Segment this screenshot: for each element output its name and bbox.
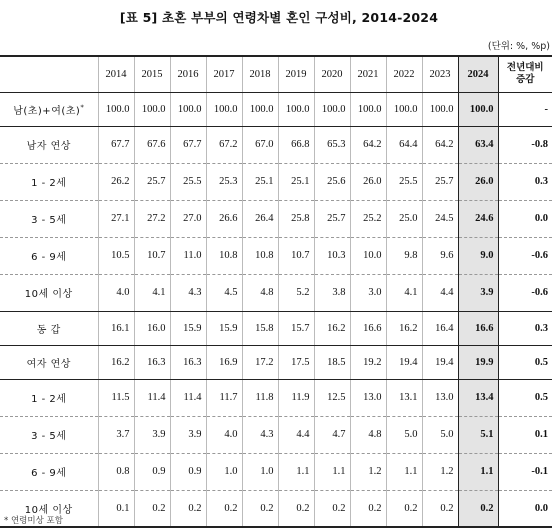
row-label <box>0 345 98 379</box>
cell-value: 100.0 <box>422 92 458 126</box>
row-label <box>0 237 98 274</box>
cell-value: 11.7 <box>206 379 242 416</box>
cell-value: 16.3 <box>134 345 170 379</box>
header-year: 2016 <box>170 56 206 92</box>
cell-current-year: 63.4 <box>458 126 498 163</box>
row-label-text: 여자 연상 <box>26 358 71 370</box>
cell-value: 15.9 <box>170 311 206 345</box>
header-change-line1: 전년대비 <box>506 62 544 74</box>
row-label-text: 3 - 5세 <box>31 431 67 442</box>
cell-change: -0.6 <box>498 237 552 274</box>
cell-change: 0.3 <box>498 163 552 200</box>
cell-value: 1.2 <box>422 453 458 490</box>
cell-value: 16.6 <box>350 311 386 345</box>
cell-value: 17.2 <box>242 345 278 379</box>
header-year: 2017 <box>206 56 242 92</box>
cell-current-year: 26.0 <box>458 163 498 200</box>
cell-value: 65.3 <box>314 126 350 163</box>
unit-note: (단위: %, %p) <box>487 41 550 52</box>
cell-value: 9.8 <box>386 237 422 274</box>
cell-value: 11.8 <box>242 379 278 416</box>
cell-value: 1.1 <box>314 453 350 490</box>
cell-value: 4.3 <box>170 274 206 311</box>
cell-value: 100.0 <box>242 92 278 126</box>
cell-value: 0.2 <box>386 490 422 527</box>
cell-value: 100.0 <box>134 92 170 126</box>
cell-value: 11.5 <box>98 379 134 416</box>
cell-value: 11.4 <box>170 379 206 416</box>
cell-value: 4.1 <box>134 274 170 311</box>
cell-value: 1.0 <box>206 453 242 490</box>
cell-change: 0.0 <box>498 200 552 237</box>
cell-value: 11.9 <box>278 379 314 416</box>
header-change <box>498 56 552 92</box>
cell-current-year: 9.0 <box>458 237 498 274</box>
row-label-text: 남자 연상 <box>26 141 71 152</box>
cell-value: 16.1 <box>98 311 134 345</box>
cell-value: 15.9 <box>206 311 242 345</box>
cell-value: 67.2 <box>206 126 242 163</box>
cell-value: 18.5 <box>314 345 350 379</box>
cell-change: -0.1 <box>498 453 552 490</box>
cell-value: 25.7 <box>314 200 350 237</box>
cell-value: 25.3 <box>206 163 242 200</box>
cell-change: 0.5 <box>498 379 552 416</box>
table-row <box>0 453 552 490</box>
cell-current-year: 1.1 <box>458 453 498 490</box>
row-label-text: 1 - 2세 <box>31 178 67 189</box>
cell-value: 3.8 <box>314 274 350 311</box>
cell-value: 0.2 <box>350 490 386 527</box>
row-label <box>0 416 98 453</box>
cell-value: 15.7 <box>278 311 314 345</box>
table-row <box>0 237 552 274</box>
cell-value: 100.0 <box>278 92 314 126</box>
cell-value: 100.0 <box>386 92 422 126</box>
cell-value: 4.1 <box>386 274 422 311</box>
cell-current-year: 5.1 <box>458 416 498 453</box>
header-year: 2018 <box>242 56 278 92</box>
cell-value: 4.7 <box>314 416 350 453</box>
cell-value: 11.4 <box>134 379 170 416</box>
header-year: 2014 <box>98 56 134 92</box>
cell-value: 0.8 <box>98 453 134 490</box>
cell-current-year: 16.6 <box>458 311 498 345</box>
row-label <box>0 163 98 200</box>
row-label <box>0 92 98 126</box>
cell-value: 0.2 <box>134 490 170 527</box>
header-row <box>0 56 552 92</box>
row-label <box>0 311 98 345</box>
row-label-text: 6 - 9세 <box>31 468 67 479</box>
cell-value: 27.2 <box>134 200 170 237</box>
cell-value: 67.7 <box>98 126 134 163</box>
cell-value: 26.6 <box>206 200 242 237</box>
cell-value: 1.1 <box>278 453 314 490</box>
cell-value: 10.3 <box>314 237 350 274</box>
cell-value: 64.2 <box>350 126 386 163</box>
cell-value: 100.0 <box>206 92 242 126</box>
cell-value: 5.0 <box>422 416 458 453</box>
cell-current-year: 100.0 <box>458 92 498 126</box>
cell-value: 25.8 <box>278 200 314 237</box>
cell-value: 19.4 <box>422 345 458 379</box>
row-label-text: 3 - 5세 <box>31 215 67 226</box>
cell-value: 15.8 <box>242 311 278 345</box>
table-row <box>0 92 552 126</box>
cell-value: 13.1 <box>386 379 422 416</box>
table-title: [표 5] 초혼 부부의 연령차별 혼인 구성비, 2014-2024 <box>119 10 439 25</box>
cell-value: 0.2 <box>170 490 206 527</box>
cell-value: 10.7 <box>278 237 314 274</box>
table-row <box>0 490 552 527</box>
cell-change: - <box>498 92 552 126</box>
cell-value: 4.0 <box>98 274 134 311</box>
table-body <box>0 92 552 527</box>
header-year: 2020 <box>314 56 350 92</box>
cell-value: 10.8 <box>206 237 242 274</box>
cell-change: 0.0 <box>498 490 552 527</box>
footnote-marker: * <box>80 103 85 112</box>
cell-value: 1.1 <box>386 453 422 490</box>
cell-value: 1.2 <box>350 453 386 490</box>
cell-value: 10.0 <box>350 237 386 274</box>
cell-value: 13.0 <box>350 379 386 416</box>
cell-value: 4.4 <box>278 416 314 453</box>
cell-value: 0.2 <box>242 490 278 527</box>
cell-current-year: 13.4 <box>458 379 498 416</box>
cell-current-year: 0.2 <box>458 490 498 527</box>
cell-value: 67.0 <box>242 126 278 163</box>
cell-change: -0.8 <box>498 126 552 163</box>
table-row <box>0 200 552 237</box>
cell-value: 25.5 <box>170 163 206 200</box>
cell-value: 9.6 <box>422 237 458 274</box>
cell-current-year: 19.9 <box>458 345 498 379</box>
cell-change: 0.3 <box>498 311 552 345</box>
cell-value: 16.3 <box>170 345 206 379</box>
cell-value: 25.0 <box>386 200 422 237</box>
cell-value: 25.7 <box>422 163 458 200</box>
table-row <box>0 163 552 200</box>
header-year: 2021 <box>350 56 386 92</box>
header-year: 2019 <box>278 56 314 92</box>
cell-value: 4.0 <box>206 416 242 453</box>
cell-value: 67.7 <box>170 126 206 163</box>
cell-value: 3.7 <box>98 416 134 453</box>
cell-value: 16.4 <box>422 311 458 345</box>
cell-value: 0.2 <box>206 490 242 527</box>
table-row <box>0 274 552 311</box>
cell-value: 64.2 <box>422 126 458 163</box>
cell-value: 0.2 <box>278 490 314 527</box>
cell-current-year: 24.6 <box>458 200 498 237</box>
row-label <box>0 200 98 237</box>
table-row <box>0 379 552 416</box>
row-label-text: 10세 이상 <box>24 289 73 300</box>
table-row <box>0 416 552 453</box>
header-year: 2015 <box>134 56 170 92</box>
cell-value: 0.2 <box>314 490 350 527</box>
cell-value: 10.7 <box>134 237 170 274</box>
cell-value: 66.8 <box>278 126 314 163</box>
header-current-year: 2024 <box>458 56 498 92</box>
cell-value: 25.1 <box>242 163 278 200</box>
cell-value: 24.5 <box>422 200 458 237</box>
cell-value: 25.2 <box>350 200 386 237</box>
cell-value: 100.0 <box>98 92 134 126</box>
cell-value: 64.4 <box>386 126 422 163</box>
cell-value: 1.0 <box>242 453 278 490</box>
cell-value: 11.0 <box>170 237 206 274</box>
cell-value: 4.8 <box>242 274 278 311</box>
cell-value: 4.4 <box>422 274 458 311</box>
cell-value: 16.2 <box>98 345 134 379</box>
cell-value: 100.0 <box>350 92 386 126</box>
cell-value: 4.5 <box>206 274 242 311</box>
cell-value: 26.2 <box>98 163 134 200</box>
footnote: * 연령미상 포함 <box>4 516 63 526</box>
table-row <box>0 345 552 379</box>
cell-value: 0.9 <box>134 453 170 490</box>
cell-value: 16.2 <box>386 311 422 345</box>
cell-value: 12.5 <box>314 379 350 416</box>
row-label <box>0 379 98 416</box>
cell-value: 19.4 <box>386 345 422 379</box>
cell-value: 26.0 <box>350 163 386 200</box>
cell-value: 16.9 <box>206 345 242 379</box>
cell-current-year: 3.9 <box>458 274 498 311</box>
cell-value: 16.0 <box>134 311 170 345</box>
row-label-text: 동 갑 <box>36 324 61 336</box>
row-label <box>0 453 98 490</box>
cell-change: -0.6 <box>498 274 552 311</box>
cell-value: 4.3 <box>242 416 278 453</box>
cell-value: 19.2 <box>350 345 386 379</box>
cell-value: 100.0 <box>314 92 350 126</box>
age-difference-table <box>0 55 552 528</box>
cell-value: 5.0 <box>386 416 422 453</box>
row-label-text: 1 - 2세 <box>31 394 67 405</box>
cell-value: 25.5 <box>386 163 422 200</box>
cell-value: 27.0 <box>170 200 206 237</box>
cell-change: 0.1 <box>498 416 552 453</box>
cell-value: 13.0 <box>422 379 458 416</box>
cell-value: 27.1 <box>98 200 134 237</box>
header-year: 2022 <box>386 56 422 92</box>
cell-value: 10.8 <box>242 237 278 274</box>
cell-value: 17.5 <box>278 345 314 379</box>
cell-value: 0.2 <box>422 490 458 527</box>
cell-value: 25.6 <box>314 163 350 200</box>
cell-value: 0.9 <box>170 453 206 490</box>
cell-value: 4.8 <box>350 416 386 453</box>
row-label <box>0 126 98 163</box>
cell-value: 26.4 <box>242 200 278 237</box>
row-label-text: 남(초)+여(초) <box>13 105 81 117</box>
row-label-text: 10세 이상 <box>24 504 73 516</box>
cell-value: 3.9 <box>134 416 170 453</box>
cell-value: 67.6 <box>134 126 170 163</box>
cell-value: 10.5 <box>98 237 134 274</box>
header-change-line2: 증감 <box>516 74 535 86</box>
header-year: 2023 <box>422 56 458 92</box>
cell-value: 100.0 <box>170 92 206 126</box>
cell-change: 0.5 <box>498 345 552 379</box>
cell-value: 3.9 <box>170 416 206 453</box>
cell-value: 25.7 <box>134 163 170 200</box>
cell-value: 3.0 <box>350 274 386 311</box>
row-label-text: 6 - 9세 <box>31 252 67 263</box>
table-row <box>0 311 552 345</box>
table-row <box>0 126 552 163</box>
row-label <box>0 274 98 311</box>
cell-value: 0.1 <box>98 490 134 527</box>
cell-value: 25.1 <box>278 163 314 200</box>
cell-value: 5.2 <box>278 274 314 311</box>
header-corner <box>0 56 98 92</box>
cell-value: 16.2 <box>314 311 350 345</box>
